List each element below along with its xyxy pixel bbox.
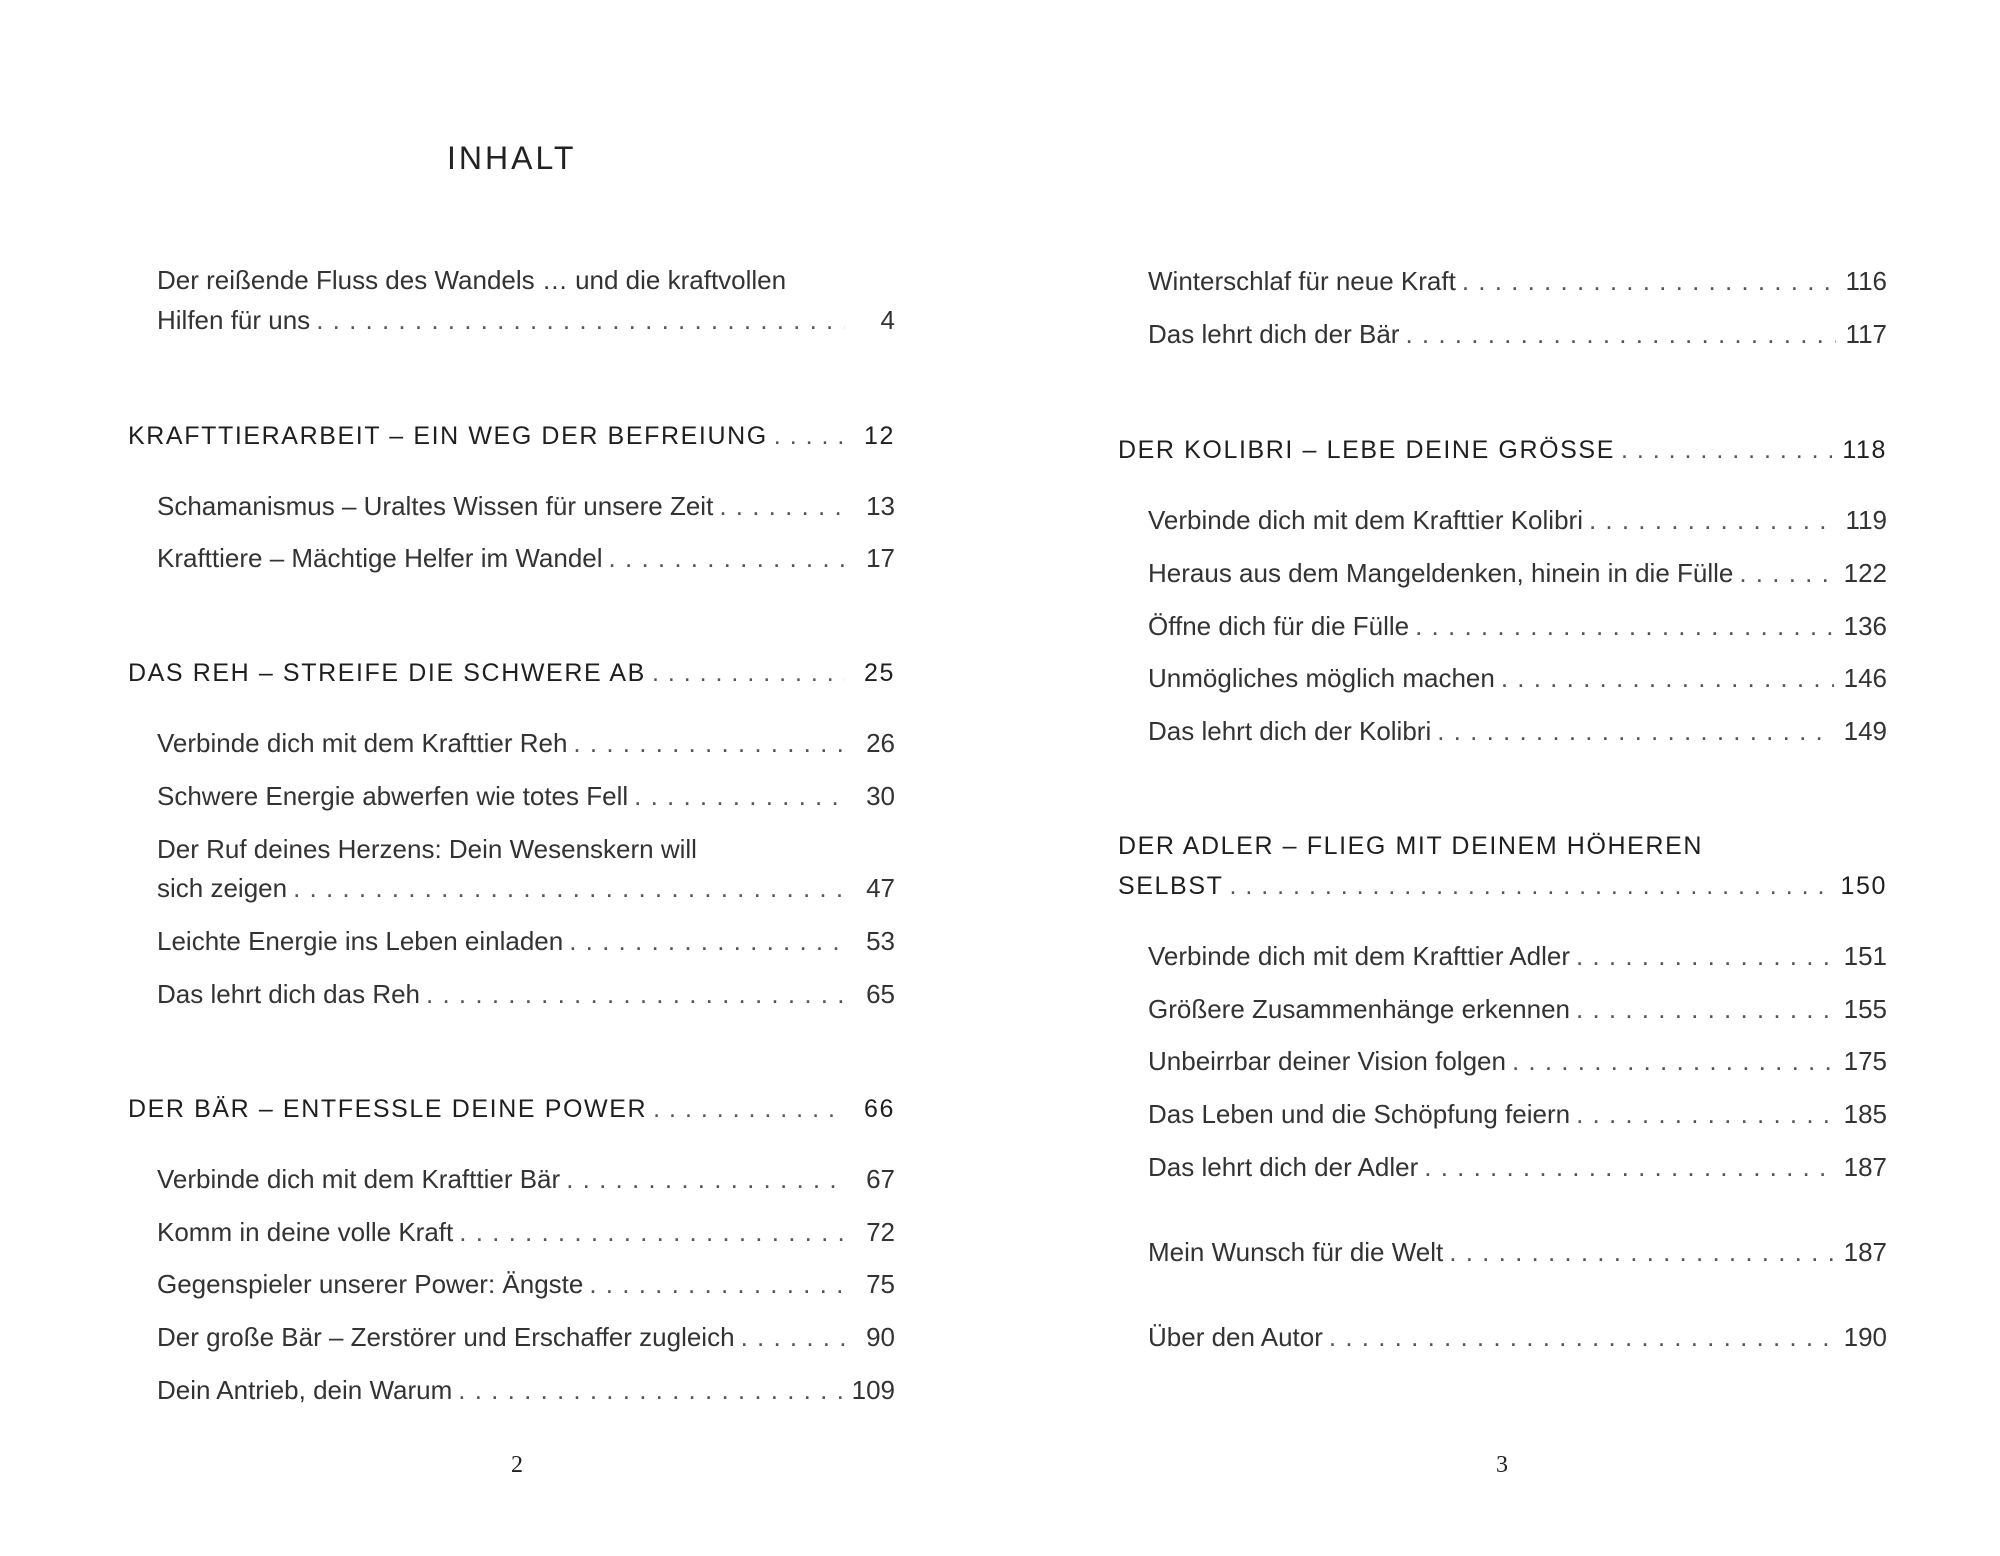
toc-page-number: 65 [866,979,895,1009]
toc-chapter-adler-line1: DER ADLER – FLIEG MIT DEINEM HÖHEREN [1118,832,1704,860]
leader-dots [652,653,845,693]
toc-page-number: 109 [851,1375,895,1405]
toc-entry-label: Das Leben und die Schöpfung feiern [1148,1099,1571,1129]
leader-dots [609,538,845,578]
leader-dots [1329,1317,1834,1357]
toc-entry[interactable] [157,776,895,816]
toc-chapter-kolibri[interactable] [1118,430,1887,470]
toc-page-number: 155 [1843,994,1887,1024]
page-number-right: 3 [1496,1452,1508,1478]
toc-page-number: 149 [1843,716,1887,746]
leader-dots [426,974,845,1014]
leader-dots [458,1370,841,1410]
toc-entry-label: Verbinde dich mit dem Krafttier Bär [157,1164,561,1194]
leader-dots [1589,500,1836,540]
toc-chapter-label: DER BÄR – ENTFESSLE DEINE POWER [128,1095,648,1123]
leader-dots [293,868,845,908]
toc-page-number: 17 [866,543,895,573]
toc-entry-label: Das lehrt dich der Kolibri [1148,716,1432,746]
leader-dots [566,1159,845,1199]
toc-entry[interactable] [157,974,895,1014]
toc-entry-label: Der große Bär – Zerstörer und Erschaffer zugleich [157,1322,735,1352]
toc-page-number: 26 [866,728,895,758]
leader-dots [573,723,845,763]
toc-chapter-label: DAS REH – STREIFE DIE SCHWERE AB [128,659,646,687]
toc-page-number: 185 [1843,1099,1887,1129]
toc-page-number: 67 [866,1164,895,1194]
leader-dots [741,1317,845,1357]
toc-chapter-adler[interactable] [1118,866,1887,906]
toc-entry-label: Über den Autor [1148,1322,1323,1352]
toc-entry-label: Hilfen für uns [157,305,311,335]
leader-dots [1576,936,1834,976]
toc-page-number: 136 [1843,611,1887,641]
toc-entry[interactable] [157,538,895,578]
toc-entry[interactable] [157,1264,895,1304]
leader-dots [1405,314,1835,354]
toc-entry[interactable] [157,1317,895,1357]
toc-entry[interactable] [157,1212,895,1252]
toc-page-number: 4 [880,305,895,335]
toc-entry[interactable] [1148,658,1887,698]
toc-page-number: 175 [1843,1046,1887,1076]
toc-page-number: 150 [1840,872,1887,900]
leader-dots [1576,989,1834,1029]
toc-page-number: 122 [1843,558,1887,588]
toc-page-number: 146 [1843,663,1887,693]
toc-page-number: 187 [1843,1152,1887,1182]
toc-entry-label: Öffne dich für die Fülle [1148,611,1410,641]
leader-dots [1449,1232,1833,1272]
toc-entry-label: Unmögliches möglich machen [1148,663,1495,693]
toc-title: INHALT [447,140,577,176]
toc-entry[interactable] [1148,500,1887,540]
toc-entry[interactable] [1148,314,1887,354]
toc-entry-label: Krafttiere – Mächtige Helfer im Wandel [157,543,603,573]
toc-entry[interactable] [1148,553,1887,593]
leader-dots [1576,1094,1834,1134]
toc-page-number: 53 [866,926,895,956]
toc-page-number: 30 [866,781,895,811]
toc-entry-intro[interactable] [157,300,895,340]
toc-entry-label: Komm in deine volle Kraft [157,1217,454,1247]
toc-entry[interactable] [157,868,895,908]
toc-entry[interactable] [1148,606,1887,646]
toc-page-number: 119 [1845,505,1887,535]
toc-entry-author[interactable] [1148,1317,1887,1357]
toc-page-number: 66 [863,1095,895,1123]
toc-page-number: 117 [1845,319,1887,349]
toc-entry-label: sich zeigen [157,873,288,903]
toc-entry[interactable] [157,921,895,961]
leader-dots [774,416,845,456]
toc-entry-label: Das lehrt dich der Adler [1148,1152,1419,1182]
toc-entry-label: Gegenspieler unserer Power: Ängste [157,1269,584,1299]
toc-chapter-krafttierarbeit[interactable] [128,416,895,456]
toc-entry-label: Heraus aus dem Mangeldenken, hinein in die Fülle [1148,558,1734,588]
toc-entry-label: Verbinde dich mit dem Krafttier Reh [157,728,568,758]
leader-dots [1229,866,1830,906]
toc-entry-label: Das lehrt dich der Bär [1148,319,1400,349]
toc-entry-label: Mein Wunsch für die Welt [1148,1237,1444,1267]
toc-page-number: 25 [863,659,895,687]
toc-chapter-reh[interactable] [128,653,895,693]
toc-page-number: 47 [866,873,895,903]
toc-entry-label: Schamanismus – Uraltes Wissen für unsere Zeit [157,491,714,521]
toc-entry[interactable] [1148,936,1887,976]
leader-dots [1512,1041,1834,1081]
toc-chapter-baer[interactable] [128,1089,895,1129]
leader-dots [569,921,845,961]
toc-entry-label: Größere Zusammenhänge erkennen [1148,994,1571,1024]
toc-entry[interactable] [1148,1094,1887,1134]
toc-entry[interactable] [1148,261,1887,301]
toc-entry-label: Verbinde dich mit dem Krafttier Adler [1148,941,1570,971]
toc-entry-label: Schwere Energie abwerfen wie totes Fell [157,781,629,811]
toc-page-number: 12 [863,422,895,450]
toc-page-number: 187 [1843,1237,1887,1267]
toc-entry-line1: Der Ruf deines Herzens: Dein Wesenskern will [157,834,697,864]
toc-entry[interactable] [1148,1147,1887,1187]
leader-dots [653,1089,845,1129]
toc-entry-label: Dein Antrieb, dein Warum [157,1375,453,1405]
toc-chapter-label: KRAFTTIERARBEIT – EIN WEG DER BEFREIUNG [128,422,768,450]
leader-dots [316,300,845,340]
toc-entry[interactable] [157,486,895,526]
toc-intro-line1: Der reißende Fluss des Wandels … und die kraftvollen [157,265,787,295]
leader-dots [459,1212,845,1252]
leader-dots [1621,430,1832,470]
leader-dots [1424,1147,1833,1187]
toc-page-number: 13 [866,491,895,521]
toc-entry[interactable] [1148,711,1887,751]
leader-dots [1462,261,1836,301]
toc-page-number: 190 [1843,1322,1887,1352]
toc-chapter-label: DER KOLIBRI – LEBE DEINE GRÖSSE [1118,436,1615,464]
leader-dots [589,1264,845,1304]
leader-dots [1437,711,1833,751]
toc-page-number: 90 [866,1322,895,1352]
toc-entry-label: Winterschlaf für neue Kraft [1148,266,1456,296]
toc-entry-label: Das lehrt dich das Reh [157,979,421,1009]
toc-page-number: 75 [866,1269,895,1299]
leader-dots [1739,553,1833,593]
toc-page-number: 116 [1845,266,1887,296]
toc-entry-label: Unbeirrbar deiner Vision folgen [1148,1046,1506,1076]
toc-entry[interactable] [157,1159,895,1199]
toc-page-number: 118 [1842,436,1887,464]
toc-entry-wish[interactable] [1148,1232,1887,1272]
toc-page-number: 72 [866,1217,895,1247]
leader-dots [719,486,845,526]
toc-entry[interactable] [1148,1041,1887,1081]
toc-chapter-label: SELBST [1118,872,1224,900]
toc-page-number: 151 [1843,941,1887,971]
leader-dots [1501,658,1834,698]
page-number-left: 2 [511,1452,523,1478]
toc-entry[interactable] [157,723,895,763]
toc-entry[interactable] [157,1370,895,1410]
leader-dots [634,776,845,816]
toc-entry[interactable] [1148,989,1887,1029]
leader-dots [1415,606,1834,646]
toc-entry-label: Leichte Energie ins Leben einladen [157,926,564,956]
toc-entry-label: Verbinde dich mit dem Krafttier Kolibri [1148,505,1583,535]
